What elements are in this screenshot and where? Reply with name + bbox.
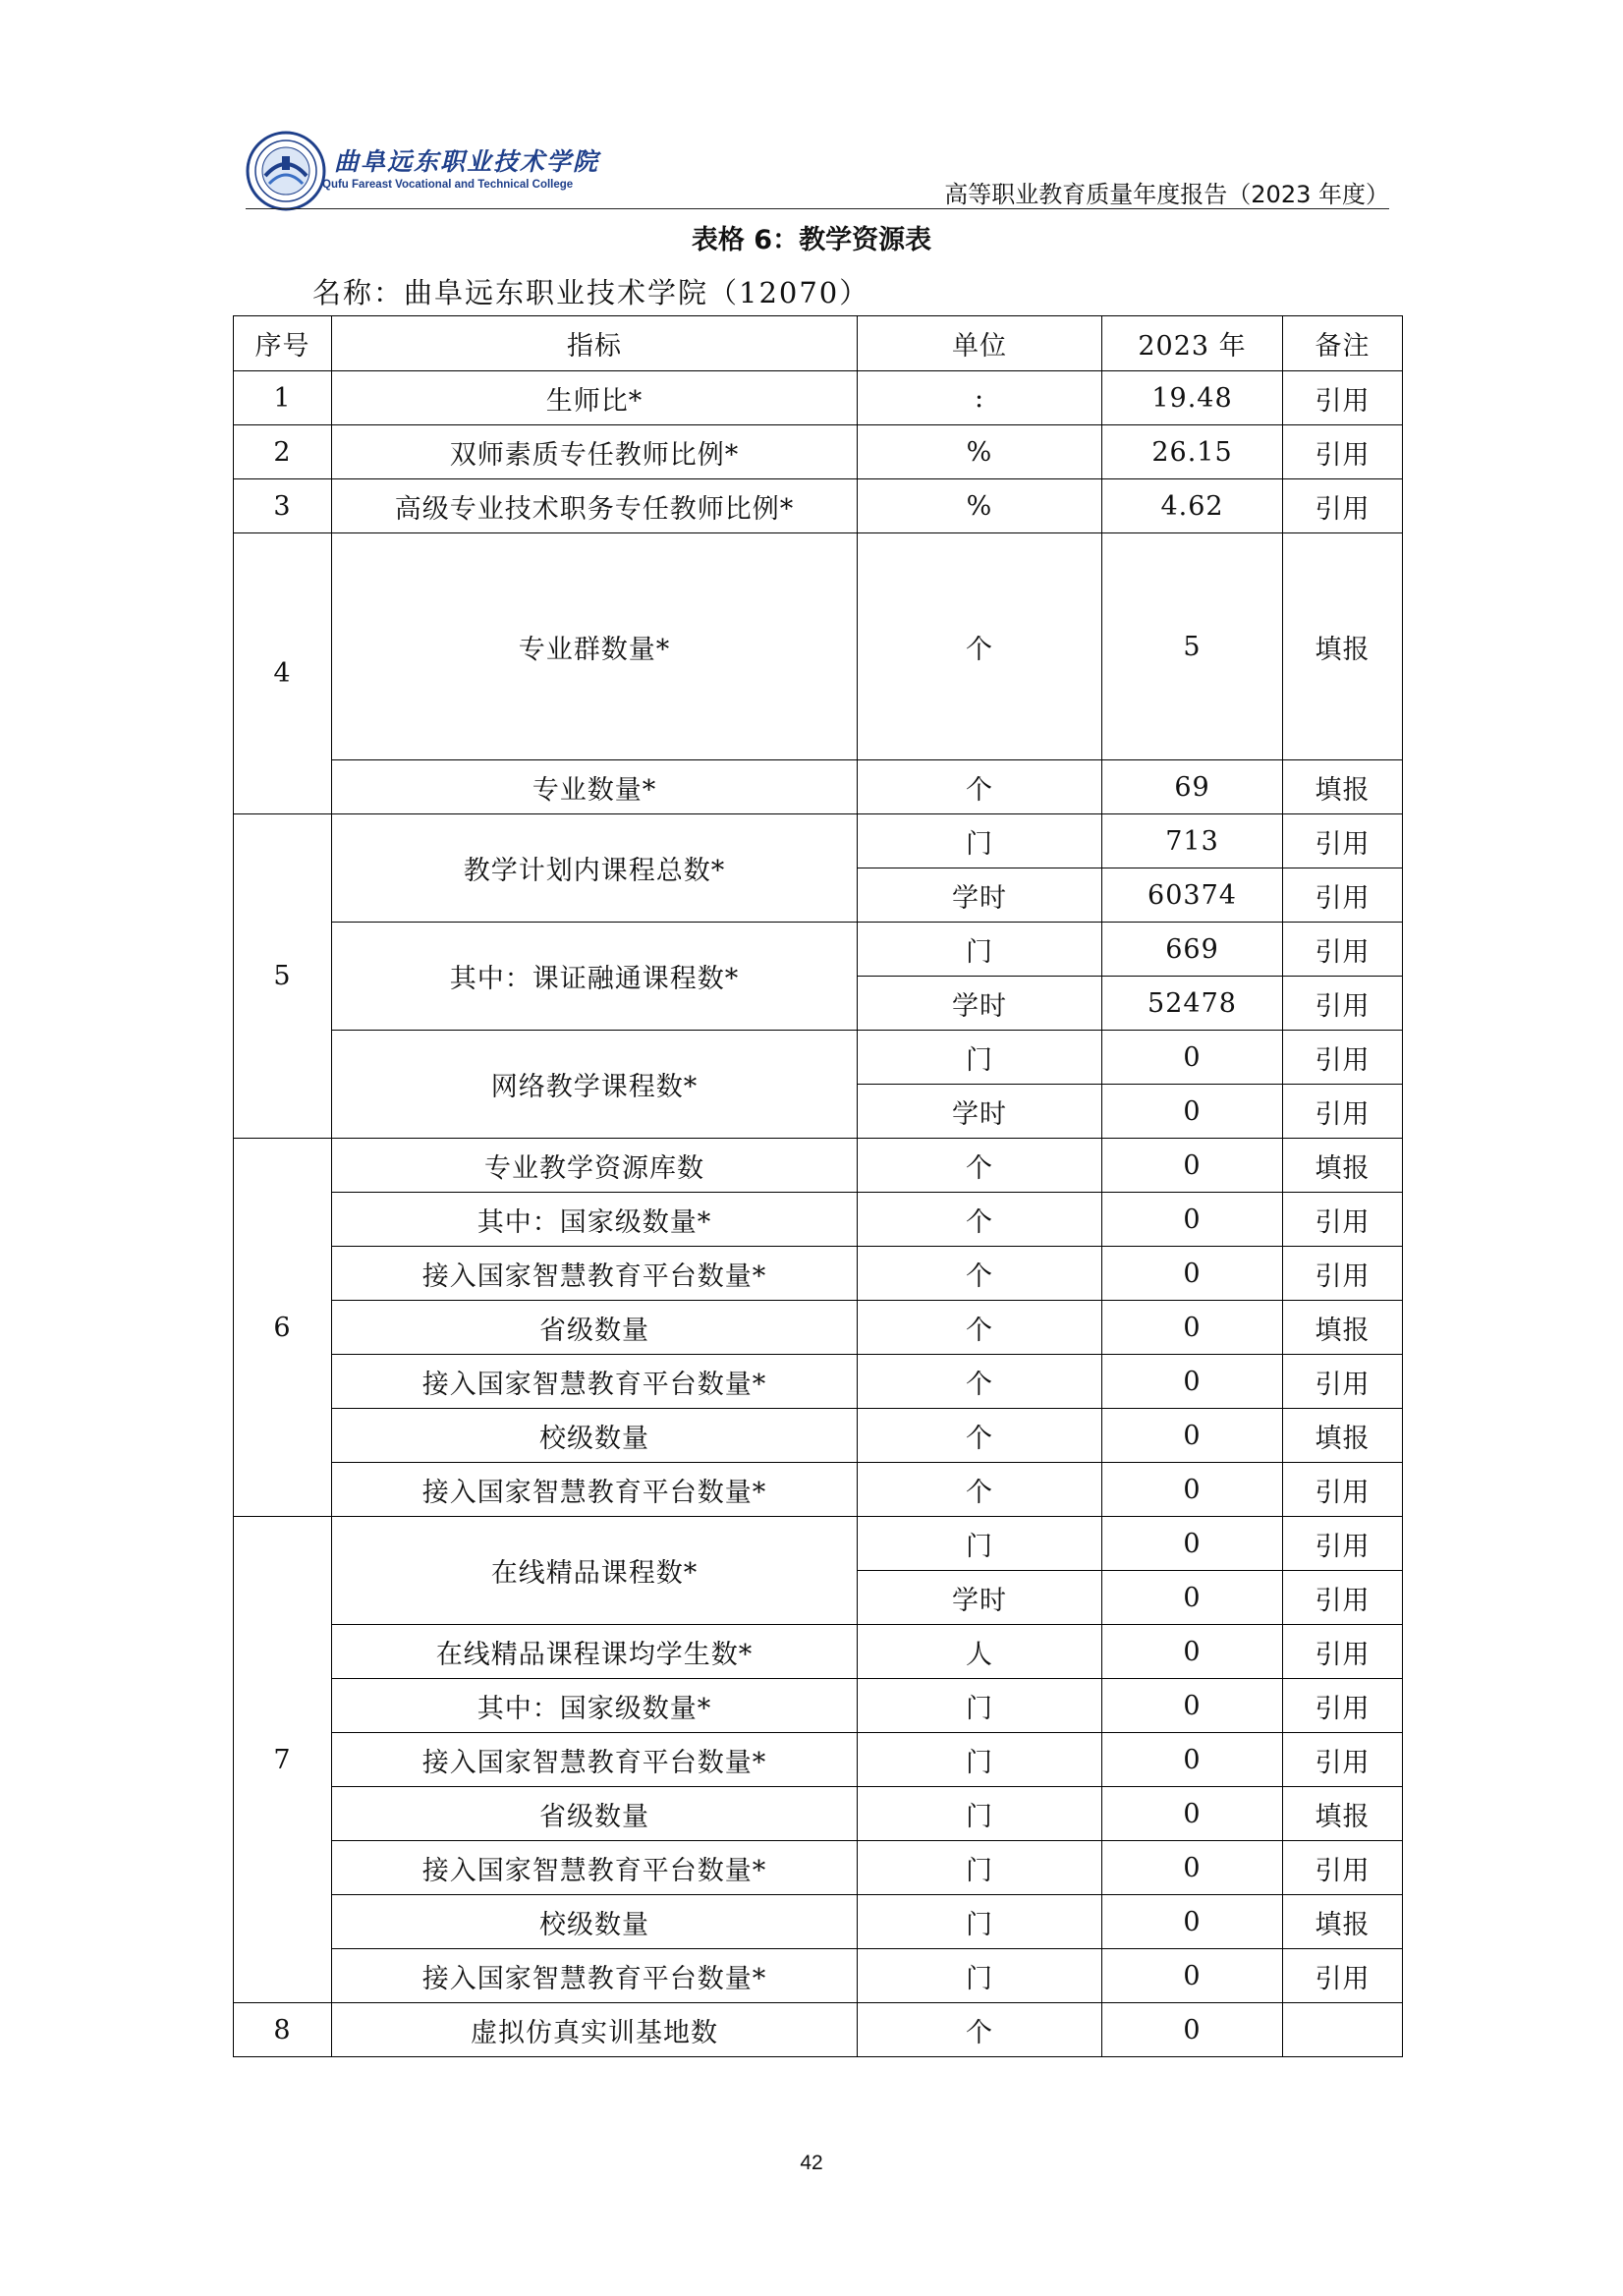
row-indicator: 接入国家智慧教育平台数量* bbox=[332, 1463, 858, 1517]
row-note: 引用 bbox=[1283, 1085, 1403, 1139]
table-row bbox=[234, 814, 1403, 868]
table-title: 表格 6：教学资源表 bbox=[691, 225, 932, 255]
row-indicator: 其中：课证融通课程数* bbox=[332, 923, 858, 1031]
table-row bbox=[234, 1841, 1403, 1895]
row-note: 引用 bbox=[1283, 1625, 1403, 1679]
row-indicator: 网络教学课程数* bbox=[332, 1031, 858, 1139]
table-row bbox=[234, 1355, 1403, 1409]
row-value: 5 bbox=[1102, 533, 1283, 760]
row-indicator: 省级数量 bbox=[332, 1787, 858, 1841]
table-row bbox=[234, 923, 1403, 977]
row-value: 0 bbox=[1102, 1571, 1283, 1625]
table-row bbox=[234, 1193, 1403, 1247]
row-indicator: 生师比* bbox=[332, 371, 858, 425]
row-no: 4 bbox=[234, 533, 332, 814]
table-row bbox=[234, 425, 1403, 479]
table-row bbox=[234, 760, 1403, 814]
row-note: 引用 bbox=[1283, 1949, 1403, 2003]
row-value: 26.15 bbox=[1102, 425, 1283, 479]
row-unit: 学时 bbox=[858, 1571, 1102, 1625]
row-unit: 学时 bbox=[858, 1085, 1102, 1139]
institution-line: 名称：曲阜远东职业技术学院（12070） bbox=[312, 276, 870, 309]
row-value: 0 bbox=[1102, 1193, 1283, 1247]
row-unit: 个 bbox=[858, 1247, 1102, 1301]
row-indicator: 在线精品课程课均学生数* bbox=[332, 1625, 858, 1679]
row-unit: 门 bbox=[858, 1841, 1102, 1895]
row-indicator: 接入国家智慧教育平台数量* bbox=[332, 1247, 858, 1301]
row-note: 引用 bbox=[1283, 977, 1403, 1031]
table-row bbox=[234, 1463, 1403, 1517]
row-value: 19.48 bbox=[1102, 371, 1283, 425]
row-note: 引用 bbox=[1283, 1031, 1403, 1085]
row-value: 0 bbox=[1102, 1625, 1283, 1679]
col-header-no: 序号 bbox=[234, 316, 332, 371]
table-row bbox=[234, 533, 1403, 760]
row-indicator: 其中：国家级数量* bbox=[332, 1679, 858, 1733]
row-no: 1 bbox=[234, 371, 332, 425]
row-note bbox=[1283, 2003, 1403, 2057]
row-value: 69 bbox=[1102, 760, 1283, 814]
row-unit: 门 bbox=[858, 1733, 1102, 1787]
school-name-en: Qufu Fareast Vocational and Technical College bbox=[322, 179, 574, 191]
row-unit: 个 bbox=[858, 2003, 1102, 2057]
row-note: 引用 bbox=[1283, 479, 1403, 533]
row-value: 0 bbox=[1102, 1031, 1283, 1085]
row-note: 引用 bbox=[1283, 1571, 1403, 1625]
table-row bbox=[234, 1139, 1403, 1193]
row-value: 0 bbox=[1102, 1301, 1283, 1355]
row-value: 60374 bbox=[1102, 868, 1283, 923]
row-unit: 门 bbox=[858, 1895, 1102, 1949]
row-unit: 个 bbox=[858, 1409, 1102, 1463]
col-header-indicator: 指标 bbox=[332, 316, 858, 371]
report-title: 高等职业教育质量年度报告（2023 年度） bbox=[944, 181, 1389, 208]
row-indicator: 专业教学资源库数 bbox=[332, 1139, 858, 1193]
row-unit: 个 bbox=[858, 1463, 1102, 1517]
row-value: 0 bbox=[1102, 1355, 1283, 1409]
row-indicator: 接入国家智慧教育平台数量* bbox=[332, 1355, 858, 1409]
row-unit: % bbox=[858, 479, 1102, 533]
row-note: 引用 bbox=[1283, 1193, 1403, 1247]
row-value: 0 bbox=[1102, 2003, 1283, 2057]
row-indicator: 教学计划内课程总数* bbox=[332, 814, 858, 923]
row-indicator: 双师素质专任教师比例* bbox=[332, 425, 858, 479]
page-number: 42 bbox=[800, 2152, 823, 2174]
row-value: 669 bbox=[1102, 923, 1283, 977]
col-header-year: 2023 年 bbox=[1102, 316, 1283, 371]
row-note: 填报 bbox=[1283, 1409, 1403, 1463]
row-note: 引用 bbox=[1283, 1517, 1403, 1571]
table-row bbox=[234, 479, 1403, 533]
table-row bbox=[234, 2003, 1403, 2057]
row-value: 0 bbox=[1102, 1139, 1283, 1193]
table-row bbox=[234, 1625, 1403, 1679]
row-unit: 门 bbox=[858, 1031, 1102, 1085]
row-indicator: 在线精品课程数* bbox=[332, 1517, 858, 1625]
row-value: 52478 bbox=[1102, 977, 1283, 1031]
table-row bbox=[234, 1895, 1403, 1949]
table-row bbox=[234, 1031, 1403, 1085]
row-note: 填报 bbox=[1283, 760, 1403, 814]
row-unit: 人 bbox=[858, 1625, 1102, 1679]
header-divider bbox=[246, 208, 1389, 209]
table-row bbox=[234, 1787, 1403, 1841]
row-value: 0 bbox=[1102, 1895, 1283, 1949]
row-note: 填报 bbox=[1283, 533, 1403, 760]
row-note: 填报 bbox=[1283, 1139, 1403, 1193]
row-unit: 门 bbox=[858, 1787, 1102, 1841]
row-value: 0 bbox=[1102, 1463, 1283, 1517]
row-note: 引用 bbox=[1283, 1733, 1403, 1787]
row-indicator: 接入国家智慧教育平台数量* bbox=[332, 1841, 858, 1895]
school-logo bbox=[246, 131, 326, 211]
row-unit: % bbox=[858, 425, 1102, 479]
row-value: 0 bbox=[1102, 1517, 1283, 1571]
row-unit: 个 bbox=[858, 1355, 1102, 1409]
row-indicator: 省级数量 bbox=[332, 1301, 858, 1355]
row-note: 引用 bbox=[1283, 814, 1403, 868]
row-indicator: 高级专业技术职务专任教师比例* bbox=[332, 479, 858, 533]
table-row bbox=[234, 1733, 1403, 1787]
col-header-note: 备注 bbox=[1283, 316, 1403, 371]
table-header-row bbox=[234, 316, 1403, 371]
school-name-cn: 曲阜远东职业技术学院 bbox=[334, 147, 600, 176]
row-unit: 个 bbox=[858, 1139, 1102, 1193]
row-indicator: 虚拟仿真实训基地数 bbox=[332, 2003, 858, 2057]
teaching-resources-table bbox=[233, 315, 1403, 2057]
row-no: 8 bbox=[234, 2003, 332, 2057]
table-row bbox=[234, 1301, 1403, 1355]
row-unit: 学时 bbox=[858, 868, 1102, 923]
table-row bbox=[234, 1517, 1403, 1571]
table-row bbox=[234, 1679, 1403, 1733]
row-note: 引用 bbox=[1283, 868, 1403, 923]
row-value: 0 bbox=[1102, 1949, 1283, 2003]
row-note: 填报 bbox=[1283, 1301, 1403, 1355]
row-no: 5 bbox=[234, 814, 332, 1139]
row-value: 0 bbox=[1102, 1787, 1283, 1841]
row-note: 引用 bbox=[1283, 1247, 1403, 1301]
row-unit: 门 bbox=[858, 1517, 1102, 1571]
row-value: 0 bbox=[1102, 1085, 1283, 1139]
row-note: 引用 bbox=[1283, 923, 1403, 977]
row-indicator: 其中：国家级数量* bbox=[332, 1193, 858, 1247]
row-indicator: 接入国家智慧教育平台数量* bbox=[332, 1949, 858, 2003]
row-note: 引用 bbox=[1283, 1463, 1403, 1517]
row-indicator: 接入国家智慧教育平台数量* bbox=[332, 1733, 858, 1787]
row-unit: 门 bbox=[858, 814, 1102, 868]
table-row bbox=[234, 371, 1403, 425]
row-indicator: 专业群数量* bbox=[332, 533, 858, 760]
col-header-unit: 单位 bbox=[858, 316, 1102, 371]
table-row bbox=[234, 1247, 1403, 1301]
row-unit: 个 bbox=[858, 760, 1102, 814]
row-value: 713 bbox=[1102, 814, 1283, 868]
row-no: 6 bbox=[234, 1139, 332, 1517]
row-note: 引用 bbox=[1283, 1679, 1403, 1733]
row-unit: 个 bbox=[858, 533, 1102, 760]
row-value: 4.62 bbox=[1102, 479, 1283, 533]
row-value: 0 bbox=[1102, 1733, 1283, 1787]
row-value: 0 bbox=[1102, 1247, 1283, 1301]
table-row bbox=[234, 1949, 1403, 2003]
row-no: 2 bbox=[234, 425, 332, 479]
row-unit: : bbox=[858, 371, 1102, 425]
row-indicator: 校级数量 bbox=[332, 1409, 858, 1463]
row-note: 引用 bbox=[1283, 1355, 1403, 1409]
row-value: 0 bbox=[1102, 1841, 1283, 1895]
row-no: 3 bbox=[234, 479, 332, 533]
row-note: 填报 bbox=[1283, 1895, 1403, 1949]
row-unit: 学时 bbox=[858, 977, 1102, 1031]
row-unit: 门 bbox=[858, 923, 1102, 977]
row-indicator: 校级数量 bbox=[332, 1895, 858, 1949]
row-value: 0 bbox=[1102, 1409, 1283, 1463]
table-row bbox=[234, 1409, 1403, 1463]
row-unit: 门 bbox=[858, 1949, 1102, 2003]
row-note: 填报 bbox=[1283, 1787, 1403, 1841]
row-unit: 个 bbox=[858, 1193, 1102, 1247]
row-note: 引用 bbox=[1283, 371, 1403, 425]
row-note: 引用 bbox=[1283, 1841, 1403, 1895]
row-indicator: 专业数量* bbox=[332, 760, 858, 814]
row-unit: 个 bbox=[858, 1301, 1102, 1355]
row-value: 0 bbox=[1102, 1679, 1283, 1733]
row-unit: 门 bbox=[858, 1679, 1102, 1733]
row-note: 引用 bbox=[1283, 425, 1403, 479]
row-no: 7 bbox=[234, 1517, 332, 2003]
